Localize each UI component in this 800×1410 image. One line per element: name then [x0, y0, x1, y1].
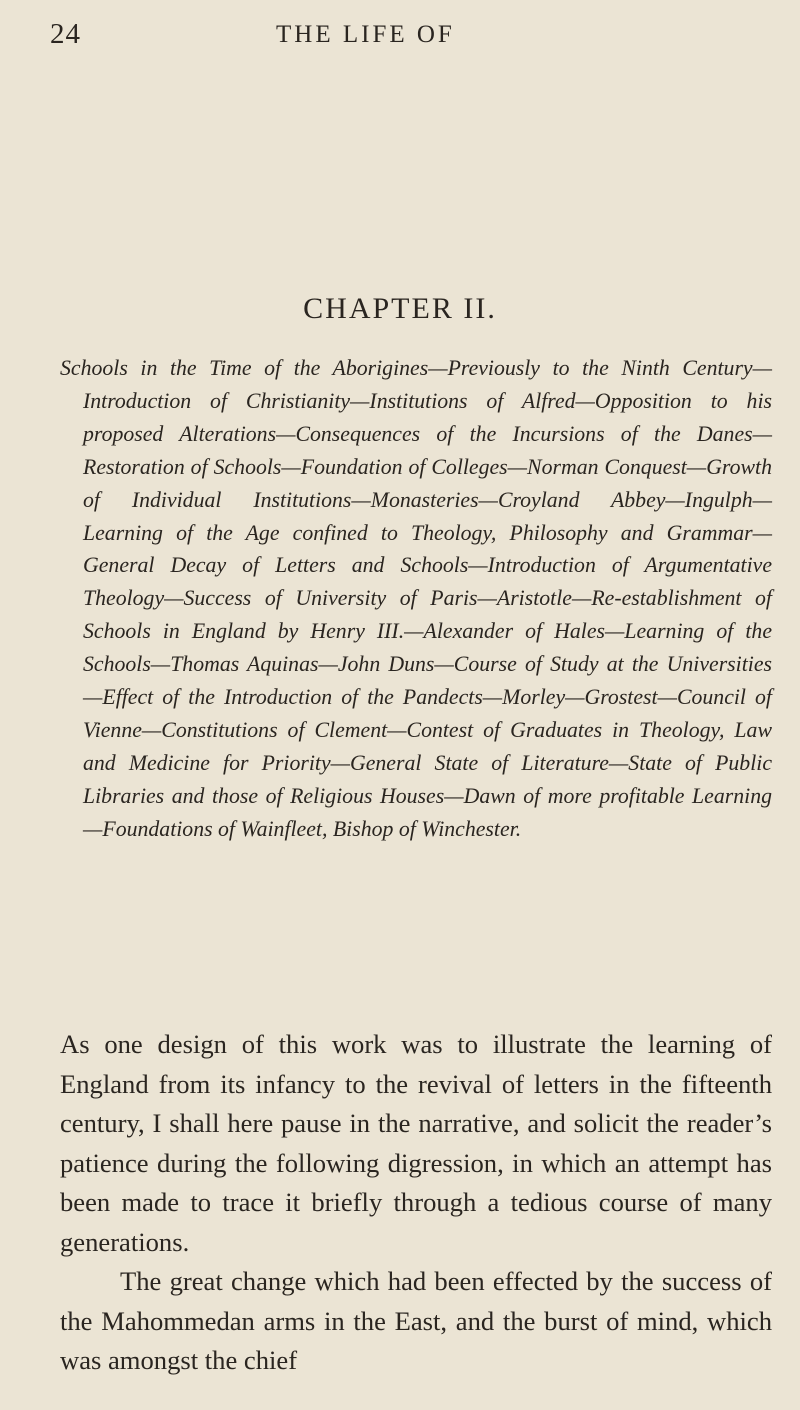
running-head	[50, 18, 760, 54]
page-number: 24	[50, 18, 81, 50]
chapter-title: CHAPTER II.	[303, 292, 497, 325]
paragraph-1: As one design of this work was to illustrate the learning of England from its infancy to the revival of letters in the fifteenth century, I shall here pause in the narrative, and solicit the reader’s patience during the following digression, in which an attempt has been made to trace it briefly through a tedious course of many generations.	[60, 1029, 772, 1257]
paragraph-2: The great change which had been effected by the success of the Mahommedan arms in the East, and the burst of mind, which was amongst the chief	[60, 1266, 772, 1375]
body-text	[60, 1025, 772, 1381]
running-title: THE LIFE OF	[276, 21, 455, 48]
chapter-summary: Schools in the Time of the Aborigines—Previously to the Ninth Century—Introduction of Christianity—Institutions of Alfred—Opposition to his proposed Alterations—Consequences of the Incursions of the Danes—Restoration of Schools—Foundation of Colleges—Norman Conquest—Growth of Individual Institutions—Monasteries—Croyland Abbey—Ingulph—Learning of the Age confined to Theology, Philosophy and Grammar—General Decay of Letters and Schools—Introduction of Argumentative Theology—Success of University of Paris—Aristotle—Re-establishment of Schools in England by Henry III.—Alexander of Hales—Learning of the Schools—Thomas Aquinas—John Duns—Course of Study at the Universities—Effect of the Introduction of the Pandects—Morley—Grostest—Council of Vienne—Constitutions of Clement—Contest of Graduates in Theology, Law and Medicine for Priority—General State of Literature—State of Public Libraries and those of Religious Houses—Dawn of more profitable Learning—Foundations of Wainfleet, Bishop of Winchester.	[60, 356, 772, 841]
